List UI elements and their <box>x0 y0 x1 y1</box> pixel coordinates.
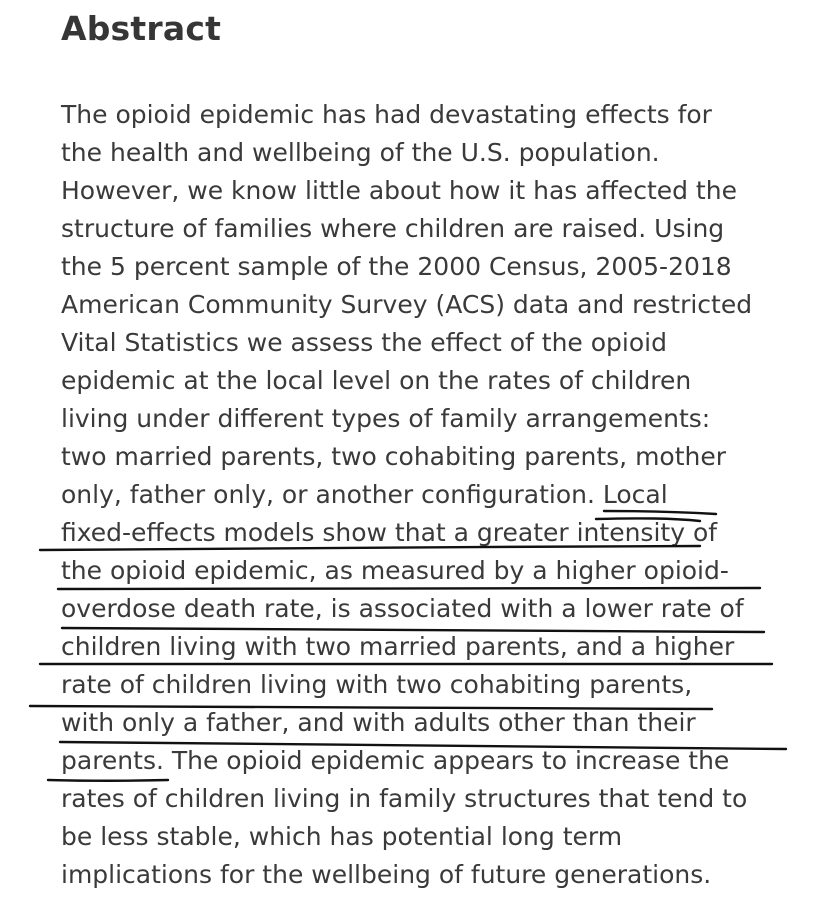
abstract-line: rates of children living in family structures that tend to <box>61 784 748 813</box>
abstract-line: Vital Statistics we assess the effect of the opioid <box>61 328 667 357</box>
abstract-line: the opioid epidemic, as measured by a higher opioid- <box>61 556 729 585</box>
abstract-line: the health and wellbeing of the U.S. population. <box>61 138 660 167</box>
abstract-line: American Community Survey (ACS) data and restricted <box>61 290 753 319</box>
abstract-heading: Abstract <box>61 9 222 48</box>
abstract-line: only, father only, or another configuration. Local <box>61 480 668 509</box>
abstract-line: structure of families where children are raised. Using <box>61 214 725 243</box>
abstract-line: living under different types of family arrangements: <box>61 404 711 433</box>
abstract-line: rate of children living with two cohabiting parents, <box>61 670 693 699</box>
abstract-line: However, we know little about how it has affected the <box>61 176 737 205</box>
abstract-line: overdose death rate, is associated with a lower rate of <box>61 594 744 623</box>
abstract-line: with only a father, and with adults other than their <box>61 708 696 737</box>
abstract-line: implications for the wellbeing of future generations. <box>61 860 712 889</box>
abstract-line: two married parents, two cohabiting parents, mother <box>61 442 727 471</box>
abstract-line: children living with two married parents, and a higher <box>61 632 735 661</box>
abstract-line: be less stable, which has potential long term <box>61 822 623 851</box>
abstract-line: parents. The opioid epidemic appears to increase the <box>61 746 730 775</box>
abstract-line: the 5 percent sample of the 2000 Census, 2005-2018 <box>61 252 732 281</box>
abstract-line: fixed-effects models show that a greater intensity of <box>61 518 718 547</box>
abstract-line: The opioid epidemic has had devastating effects for <box>61 100 712 129</box>
abstract-line: epidemic at the local level on the rates of children <box>61 366 692 395</box>
